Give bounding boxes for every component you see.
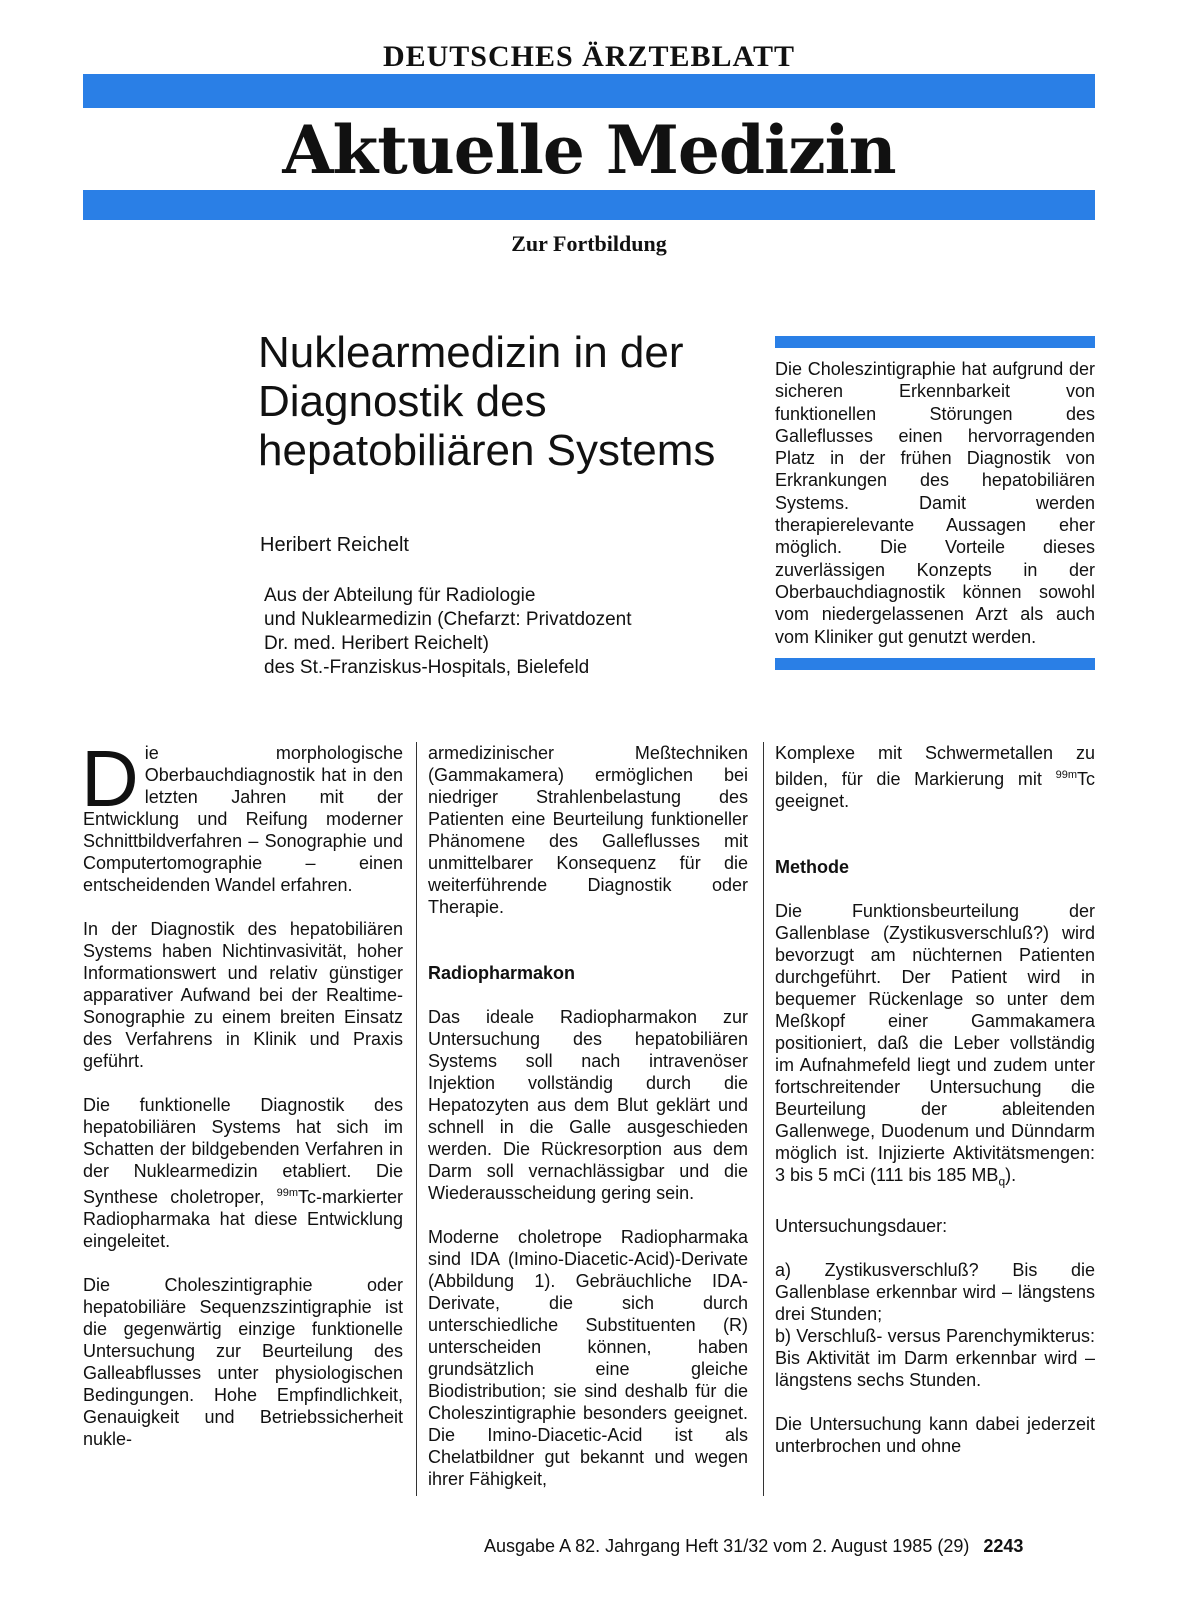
paragraph-text: Komplexe mit Schwermetallen zu bilden, für die Markierung mit: [775, 743, 1095, 789]
section-heading: Methode: [775, 857, 849, 877]
page-footer: [484, 1534, 1095, 1558]
title-line: Diagnostik des: [258, 377, 547, 426]
isotope-superscript: 99m: [1055, 769, 1077, 781]
paragraph: Das ideale Radiopharmakon zur Untersuchung des hepatobiliären Systems soll nach intravenöser Injektion vollständig durch die Hepatozyten aus dem Blut geklärt und schnell in die Galle ausgeschieden werden. Die Rückresorption aus dem Darm soll vernachlässigbar und die Wiederausscheidung gering sein.: [428, 1007, 748, 1203]
abstract-bar-bottom: [775, 658, 1095, 670]
paragraph: [83, 1094, 403, 1252]
isotope-superscript: 99m: [276, 1187, 298, 1199]
paragraph: [775, 900, 1095, 1193]
body-column-2: [428, 742, 748, 1490]
paragraph-text: Tc geeignet.: [775, 769, 1095, 811]
issue-info: Ausgabe A 82. Jahrgang Heft 31/32 vom 2. August 1985 (29): [484, 1536, 970, 1556]
paragraph: Untersuchungsdauer:: [775, 1215, 948, 1236]
paragraph-text: Die funktionelle Diagnostik des hepatobiliären Systems hat sich im Schatten der bildgebenden Verfahren in der Nuklearmedizin etabliert. Die Synthese choletroper,: [83, 1095, 403, 1207]
affiliation-line: Dr. med. Heribert Reichelt): [264, 633, 489, 654]
list-item: a) Zystikusverschluß? Bis die Gallenblase erkennbar wird – längstens drei Stunden;: [775, 1259, 1095, 1324]
subsection-label: Zur Fortbildung: [511, 231, 667, 256]
column-rule: [416, 742, 417, 1496]
article-title: [258, 328, 758, 475]
header-bar-bottom: [83, 190, 1095, 220]
list-item: b) Verschluß- versus Parenchymikterus: Bis Aktivität im Darm erkennbar wird – längstens sechs Stunden.: [775, 1325, 1095, 1390]
journal-name: DEUTSCHES ÄRZTEBLATT: [382, 40, 796, 73]
paragraph-text: ).: [1005, 1165, 1017, 1185]
affiliation-line: des St.-Franziskus-Hospitals, Bielefeld: [264, 657, 590, 678]
paragraph: armedizinischer Meßtechniken (Gammakamera) ermöglichen bei niedriger Strahlenbelastung des Patienten eine Beurteilung funktioneller Phänomene des Galleflusses mit unmittelbarer Konsequenz für die weiterführende Diagnostik oder Therapie.: [428, 743, 748, 917]
paragraph: [775, 742, 1095, 812]
paragraph-text: ie morphologische Oberbauchdiagnostik hat in den letzten Jahren mit der Entwicklung und Reifung moderner Schnittbildverfahren – Sonographie und Computertomographie – einen entscheidenden Wandel erfahren.: [83, 743, 403, 895]
abstract-bar-top: [775, 336, 1095, 348]
title-line: Nuklearmedizin in der: [258, 328, 684, 377]
affiliation-line: und Nuklearmedizin (Chefarzt: Privatdozent: [264, 609, 632, 630]
affiliation-line: Aus der Abteilung für Radiologie: [264, 585, 536, 606]
author-name: Heribert Reichelt: [260, 534, 409, 556]
section-title: Aktuelle Medizin: [282, 111, 896, 189]
paragraph: In der Diagnostik des hepatobiliären Systems haben Nichtinvasivität, hoher Informationswert und relativ günstiger apparativer Aufwand bei der Realtime-Sonographie zu einem breiten Einsatz des Verfahrens in Klinik und Praxis geführt.: [83, 919, 403, 1071]
title-line: hepatobiliären Systems: [258, 426, 716, 475]
drop-cap: D: [81, 734, 139, 823]
paragraph-text: Die Funktionsbeurteilung der Gallenblase (Zystikusverschluß?) wird bevorzugt am nüchternen Patienten durchgeführt. Der Patient wird in bequemer Rückenlage so unter dem Meßkopf einer Gammakamera positioniert, daß die Leber vollständig im Aufnahmefeld liegt und zudem unter fortschreitender Untersuchung die Beurteilung der ableitenden Gallenwege, Duodenum und Dünndarm möglich ist. Injizierte Aktivitätsmengen: 3 bis 5 mCi (111 bis 185 MB: [775, 901, 1095, 1185]
column-rule: [763, 742, 764, 1496]
body-column-3: [775, 742, 1095, 1457]
page-number: 2243: [983, 1536, 1024, 1556]
section-heading: Radiopharmakon: [428, 963, 576, 983]
abstract: Die Choleszintigraphie hat aufgrund der sicheren Erkennbarkeit von funktionellen Störungen des Galleflusses einen hervorragenden Platz in der frühen Diagnostik von Erkrankungen des hepatobiliären Systems. Damit werden therapierelevante Aussagen eher möglich. Die Vorteile dieses zuverlässigen Konzepts in der Oberbauchdiagnostik können sowohl vom niedergelassenen Arzt als auch vom Kliniker gut genutzt werden.: [775, 359, 1095, 647]
list: [775, 1259, 1095, 1391]
paragraph: Die Untersuchung kann dabei jederzeit unterbrochen und ohne: [775, 1413, 1095, 1456]
paragraph-text: Tc-markierter Radiopharmaka hat diese Entwicklung eingeleitet.: [83, 1187, 403, 1251]
body-column-1: [81, 734, 403, 1450]
unit-subscript: q: [998, 1174, 1006, 1189]
affiliation: [264, 584, 744, 680]
paragraph: Moderne choletrope Radiopharmaka sind IDA (Imino-Diacetic-Acid)-Derivate (Abbildung 1). Gebräuchliche IDA-Derivate, die sich durch unterschiedliche Substituenten (R) unterscheiden können, haben grundsätzlich eine gleiche Biodistribution; sie sind deshalb für die Choleszintigraphie besonders geeignet. Die Imino-Diacetic-Acid ist als Chelatbildner gut bekannt und wegen ihrer Fähigkeit,: [428, 1227, 748, 1489]
header-bar-top: [83, 74, 1095, 108]
paragraph: Die Choleszintigraphie oder hepatobiliäre Sequenzszintigraphie ist die gegenwärtig einzige funktionelle Untersuchung zur Beurteilung des Galleabflusses unter physiologischen Bedingungen. Hohe Empfindlichkeit, Genauigkeit und Betriebssicherheit nukle-: [83, 1275, 403, 1449]
paragraph: [81, 734, 403, 896]
